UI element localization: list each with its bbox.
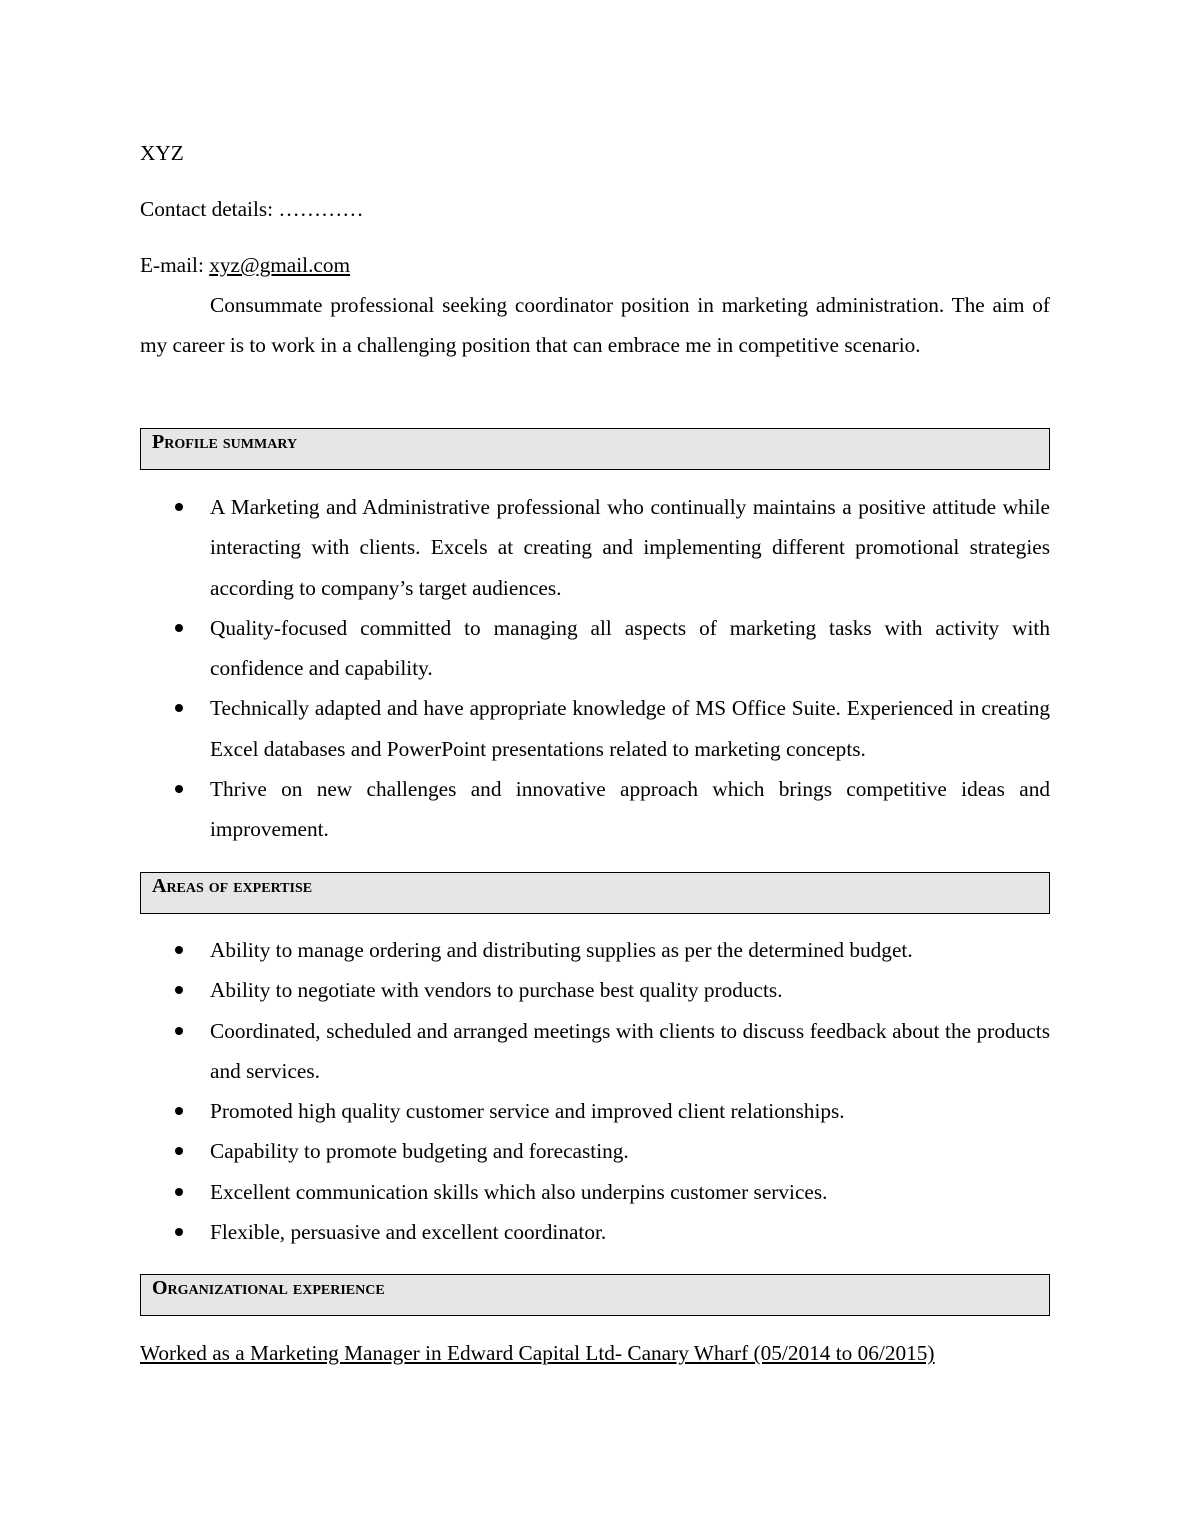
email-line [140,253,350,278]
list-item: Promoted high quality customer service and improved client relationships. [140,1091,1050,1131]
career-objective: Consummate professional seeking coordinator position in marketing administration. The aim of my career is to work in a challenging position that can embrace me in competitive scenario. [140,293,1050,358]
profile-summary-header [140,428,1050,470]
list-item: Ability to negotiate with vendors to purchase best quality products. [140,970,1050,1010]
list-item: A Marketing and Administrative professional who continually maintains a positive attitude while interacting with clients. Excels at creating and implementing different promotional strategies according to company’s target audiences. [140,487,1050,608]
position-title: Worked as a Marketing Manager in Edward Capital Ltd- Canary Wharf (05/2014 to 06/2015) [140,1341,935,1365]
list-item: Capability to promote budgeting and forecasting. [140,1131,1050,1171]
list-item: Excellent communication skills which also underpins customer services. [140,1172,1050,1212]
organizational-experience-header [140,1274,1050,1316]
profile-summary-title: Profile summary [152,431,298,453]
organizational-experience-title: Organizational experience [152,1277,385,1299]
email-link[interactable]: xyz@gmail.com [209,253,351,277]
profile-summary-list [140,487,1050,850]
contact-details: Contact details: ………… [140,197,364,221]
areas-of-expertise-title: Areas of expertise [152,875,313,897]
list-item: Thrive on new challenges and innovative approach which brings competitive ideas and improvement. [140,769,1050,850]
areas-of-expertise-list [140,930,1050,1252]
list-item: Flexible, persuasive and excellent coordinator. [140,1212,1050,1252]
list-item: Quality-focused committed to managing all aspects of marketing tasks with activity with confidence and capability. [140,608,1050,689]
list-item: Coordinated, scheduled and arranged meetings with clients to discuss feedback about the products and services. [140,1011,1050,1092]
areas-of-expertise-header [140,872,1050,914]
list-item: Technically adapted and have appropriate knowledge of MS Office Suite. Experienced in creating Excel databases and PowerPoint presentations related to marketing concepts. [140,688,1050,769]
candidate-name: XYZ [140,141,184,165]
email-label: E-mail: [140,253,210,277]
list-item: Ability to manage ordering and distributing supplies as per the determined budget. [140,930,1050,970]
